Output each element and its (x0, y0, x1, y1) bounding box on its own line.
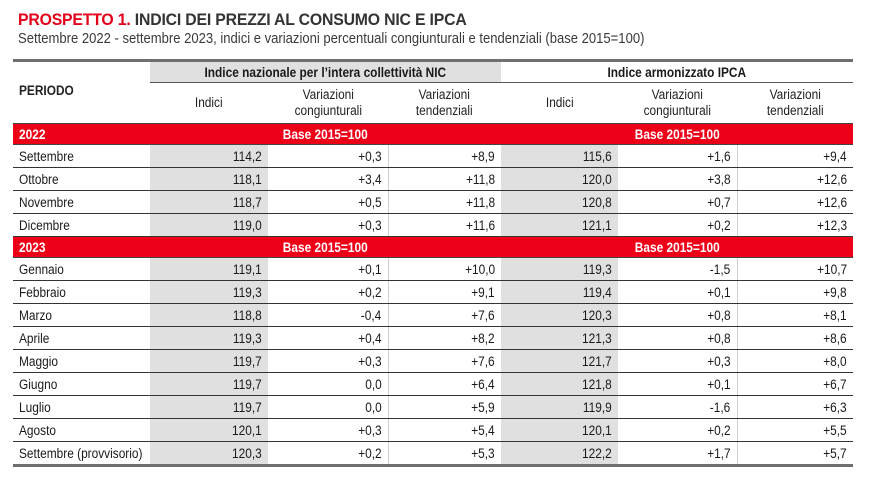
nic-indici-cell: 120,1 (150, 419, 268, 442)
table-row (13, 419, 853, 442)
ipca-cong-cell: +1,7 (618, 442, 737, 466)
nic-tend-cell: +7,6 (388, 304, 501, 327)
nic-cong-cell: +0,3 (268, 145, 388, 168)
column-header-row (13, 83, 853, 124)
nic-cong-cell: 0,0 (268, 373, 388, 396)
nic-cong-cell: -0,4 (268, 304, 388, 327)
periodo-cell: Settembre (13, 145, 150, 168)
periodo-cell: Ottobre (13, 168, 150, 191)
table-row (13, 350, 853, 373)
table-row (13, 168, 853, 191)
nic-base-label: Base 2015=100 (150, 124, 501, 145)
nic-cong-cell: +0,5 (268, 191, 388, 214)
table-title (18, 10, 467, 30)
year-band-row (13, 237, 853, 258)
ipca-cong-cell: +0,2 (618, 419, 737, 442)
nic-cong-cell: +3,4 (268, 168, 388, 191)
nic-indici-cell: 118,8 (150, 304, 268, 327)
ipca-tend-cell: +5,5 (737, 419, 853, 442)
ipca-tend-cell: +8,1 (737, 304, 853, 327)
nic-indici-cell: 119,7 (150, 396, 268, 419)
periodo-cell: Marzo (13, 304, 150, 327)
price-index-table (13, 59, 853, 467)
ipca-cong-cell: -1,6 (618, 396, 737, 419)
table-row (13, 327, 853, 350)
nic-cong-cell: +0,2 (268, 281, 388, 304)
table-body (13, 124, 853, 466)
ipca-tend-cell: +8,6 (737, 327, 853, 350)
year-band-row (13, 124, 853, 145)
nic-tend-header: Variazioni tendenziali (416, 87, 473, 118)
nic-cong-cell: +0,3 (268, 350, 388, 373)
nic-tend-cell: +5,9 (388, 396, 501, 419)
nic-cong-cell: +0,4 (268, 327, 388, 350)
ipca-indici-header: Indici (545, 95, 574, 110)
table-subtitle: Settembre 2022 - settembre 2023, indici e variazioni percentuali congiunturali e tendenziali (base 2015=100) (18, 31, 645, 47)
nic-tend-cell: +8,2 (388, 327, 501, 350)
nic-cong-cell: 0,0 (268, 396, 388, 419)
nic-cong-header: Variazioni congiunturali (294, 87, 362, 118)
ipca-tend-cell: +6,3 (737, 396, 853, 419)
ipca-tend-cell: +12,3 (737, 214, 853, 237)
ipca-indici-cell: 120,3 (501, 304, 618, 327)
ipca-cong-cell: +1,6 (618, 145, 737, 168)
nic-tend-cell: +7,6 (388, 350, 501, 373)
ipca-cong-cell: +0,1 (618, 373, 737, 396)
ipca-tend-cell: +12,6 (737, 168, 853, 191)
ipca-indici-cell: 119,4 (501, 281, 618, 304)
table-row (13, 396, 853, 419)
table-row (13, 258, 853, 281)
nic-indici-cell: 118,7 (150, 191, 268, 214)
ipca-cong-cell: +0,2 (618, 214, 737, 237)
nic-tend-cell: +9,1 (388, 281, 501, 304)
ipca-indici-cell: 119,3 (501, 258, 618, 281)
ipca-indici-cell: 121,8 (501, 373, 618, 396)
table-row (13, 442, 853, 466)
ipca-tend-cell: +5,7 (737, 442, 853, 466)
periodo-cell: Novembre (13, 191, 150, 214)
nic-cong-cell: +0,2 (268, 442, 388, 466)
ipca-indici-cell: 120,1 (501, 419, 618, 442)
nic-tend-cell: +5,3 (388, 442, 501, 466)
ipca-indici-cell: 120,8 (501, 191, 618, 214)
nic-tend-cell: +11,8 (388, 168, 501, 191)
periodo-cell: Giugno (13, 373, 150, 396)
ipca-cong-cell: +0,8 (618, 304, 737, 327)
periodo-cell: Aprile (13, 327, 150, 350)
ipca-tend-cell: +8,0 (737, 350, 853, 373)
ipca-indici-cell: 120,0 (501, 168, 618, 191)
nic-cong-cell: +0,3 (268, 419, 388, 442)
ipca-cong-cell: -1,5 (618, 258, 737, 281)
nic-cong-cell: +0,3 (268, 214, 388, 237)
nic-tend-cell: +11,6 (388, 214, 501, 237)
nic-indici-cell: 119,3 (150, 281, 268, 304)
ipca-indici-cell: 121,1 (501, 214, 618, 237)
nic-tend-cell: +8,9 (388, 145, 501, 168)
periodo-cell: Gennaio (13, 258, 150, 281)
nic-indici-header: Indici (195, 95, 223, 110)
year-label: 2022 (13, 124, 150, 145)
periodo-cell: Febbraio (13, 281, 150, 304)
nic-indici-cell: 119,3 (150, 327, 268, 350)
ipca-cong-cell: +0,8 (618, 327, 737, 350)
nic-base-label: Base 2015=100 (150, 237, 501, 258)
nic-indici-cell: 119,7 (150, 350, 268, 373)
nic-tend-cell: +10,0 (388, 258, 501, 281)
table-row (13, 373, 853, 396)
table-row (13, 281, 853, 304)
nic-cong-cell: +0,1 (268, 258, 388, 281)
periodo-cell: Agosto (13, 419, 150, 442)
table-row (13, 145, 853, 168)
ipca-indici-cell: 121,7 (501, 350, 618, 373)
ipca-indici-cell: 119,9 (501, 396, 618, 419)
title-prefix: PROSPETTO 1. (18, 10, 131, 29)
ipca-cong-header: Variazioni congiunturali (643, 87, 712, 118)
ipca-tend-cell: +9,8 (737, 281, 853, 304)
ipca-cong-cell: +3,8 (618, 168, 737, 191)
nic-group-header: Indice nazionale per l’intera collettività NIC (150, 61, 501, 83)
ipca-cong-cell: +0,3 (618, 350, 737, 373)
periodo-cell: Luglio (13, 396, 150, 419)
ipca-tend-cell: +9,4 (737, 145, 853, 168)
periodo-cell: Maggio (13, 350, 150, 373)
periodo-header: PERIODO (19, 82, 74, 98)
ipca-group-header: Indice armonizzato IPCA (501, 61, 853, 83)
ipca-indici-cell: 115,6 (501, 145, 618, 168)
group-header-row (13, 61, 853, 83)
ipca-indici-cell: 122,2 (501, 442, 618, 466)
ipca-cong-cell: +0,7 (618, 191, 737, 214)
nic-indici-cell: 114,2 (150, 145, 268, 168)
nic-tend-cell: +6,4 (388, 373, 501, 396)
ipca-indici-cell: 121,3 (501, 327, 618, 350)
ipca-tend-cell: +10,7 (737, 258, 853, 281)
year-label: 2023 (13, 237, 150, 258)
title-text: INDICI DEI PREZZI AL CONSUMO NIC E IPCA (130, 10, 467, 29)
table-row (13, 214, 853, 237)
nic-indici-cell: 119,1 (150, 258, 268, 281)
periodo-cell: Dicembre (13, 214, 150, 237)
ipca-base-label: Base 2015=100 (501, 124, 853, 145)
nic-indici-cell: 119,7 (150, 373, 268, 396)
periodo-header-cell (13, 61, 150, 83)
nic-tend-cell: +5,4 (388, 419, 501, 442)
nic-indici-cell: 120,3 (150, 442, 268, 466)
table-row (13, 191, 853, 214)
ipca-base-label: Base 2015=100 (501, 237, 853, 258)
ipca-tend-cell: +12,6 (737, 191, 853, 214)
ipca-tend-cell: +6,7 (737, 373, 853, 396)
ipca-tend-header: Variazioni tendenziali (766, 87, 824, 118)
nic-tend-cell: +11,8 (388, 191, 501, 214)
ipca-cong-cell: +0,1 (618, 281, 737, 304)
table-row (13, 304, 853, 327)
nic-indici-cell: 118,1 (150, 168, 268, 191)
nic-indici-cell: 119,0 (150, 214, 268, 237)
periodo-cell: Settembre (provvisorio) (13, 442, 150, 466)
